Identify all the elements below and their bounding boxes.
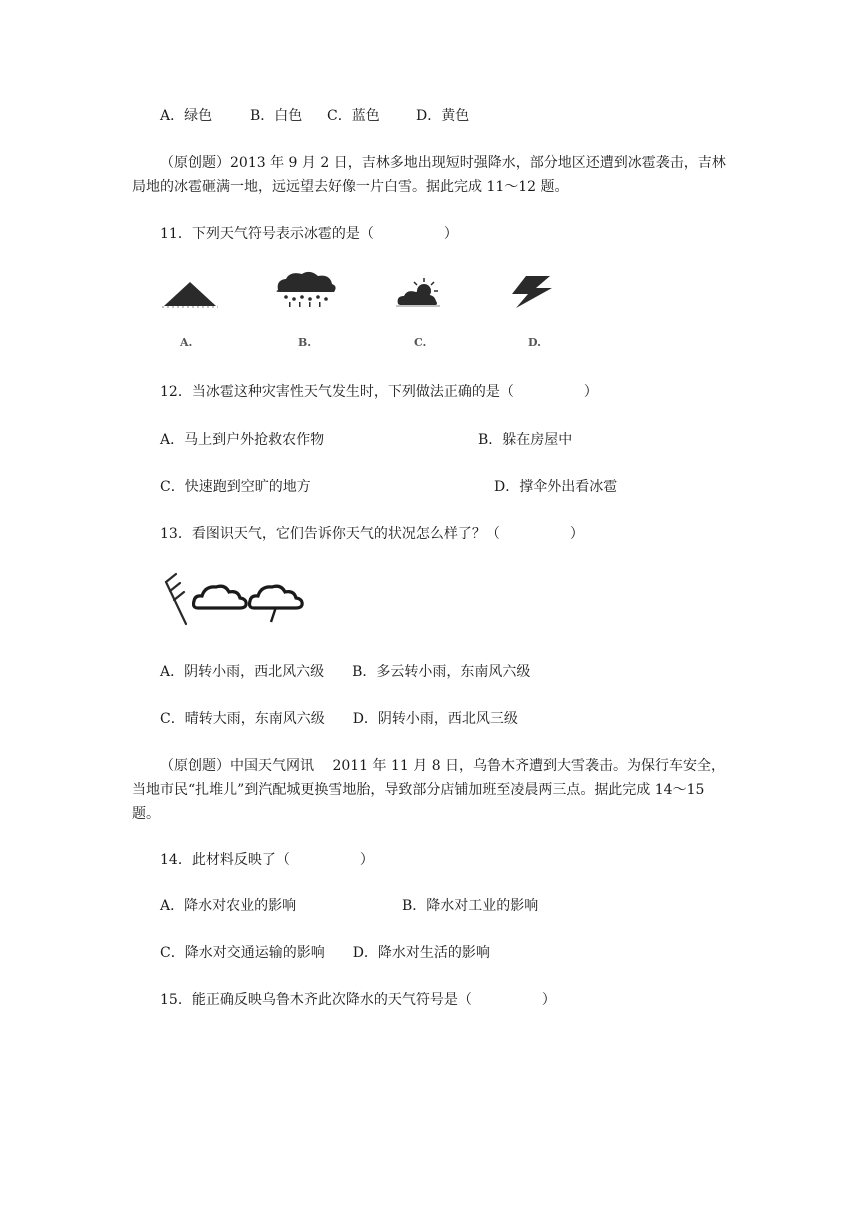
q13-options-row1: A．阴转小雨，西北风六级 B．多云转小雨，东南风六级	[160, 664, 531, 680]
q11-symbol-label-a: A.	[180, 336, 193, 349]
q14-stem: 14．此材料反映了（ ）	[160, 852, 374, 868]
cloud-icon	[192, 582, 248, 612]
hail-cloud-icon	[272, 270, 338, 310]
lightning-icon	[508, 274, 554, 310]
q13-options-row2: C．晴转大雨，东南风六级 D．阴转小雨，西北风三级	[160, 711, 518, 727]
q14-option-b: B．降水对工业的影响	[402, 898, 539, 914]
q13-stem: 13．看图识天气，它们告诉你天气的状况怎么样了？（ ）	[160, 526, 584, 542]
passage2-line2: 当地市民“扎堆儿”到汽配城更换雪地胎，导致部分店铺加班至凌晨两三点。据此完成 14～15	[132, 782, 705, 798]
q14-options-row2: C．降水对交通运输的影响 D．降水对生活的影响	[160, 945, 490, 961]
passage2-line1: （原创题）中国天气网讯 2011 年 11 月 8 日，乌鲁木齐遭到大雪袭击。为保行车安全，	[160, 758, 726, 774]
q11-symbol-label-c: C.	[414, 336, 427, 349]
q10-option-d: D．黄色	[416, 108, 470, 124]
passage2-line3: 题。	[132, 806, 160, 822]
q11-symbol-label-b: B.	[298, 336, 312, 349]
q15-stem: 15．能正确反映乌鲁木齐此次降水的天气符号是（ ）	[160, 992, 556, 1008]
passage1-line2: 局地的冰雹砸满一地，远远望去好像一片白雪。据此完成 11～12 题。	[132, 179, 569, 195]
passage1-line1: （原创题）2013 年 9 月 2 日，吉林多地出现短时强降水，部分地区还遭到冰雹袭击，吉林	[160, 155, 726, 171]
q12-option-a: A．马上到户外抢救农作物	[160, 432, 325, 448]
wind-barb-icon	[160, 572, 192, 628]
triangle-icon	[162, 278, 218, 308]
q14-option-a: A．降水对农业的影响	[160, 898, 297, 914]
cloud-rain-icon	[248, 582, 308, 626]
q11-symbol-label-d: D.	[528, 336, 541, 349]
q12-stem: 12．当冰雹这种灾害性天气发生时，下列做法正确的是（ ）	[160, 384, 598, 400]
sun-cloud-icon	[396, 276, 442, 308]
q10-option-c: C．蓝色	[327, 108, 380, 124]
q11-stem: 11．下列天气符号表示冰雹的是（ ）	[160, 226, 458, 242]
q12-option-b: B．躲在房屋中	[478, 432, 573, 448]
q12-option-d: D．撑伞外出看冰雹	[494, 479, 618, 495]
q12-option-c: C．快速跑到空旷的地方	[160, 479, 311, 495]
q10-option-a: A．绿色	[160, 108, 213, 124]
q10-option-b: B．白色	[250, 108, 303, 124]
